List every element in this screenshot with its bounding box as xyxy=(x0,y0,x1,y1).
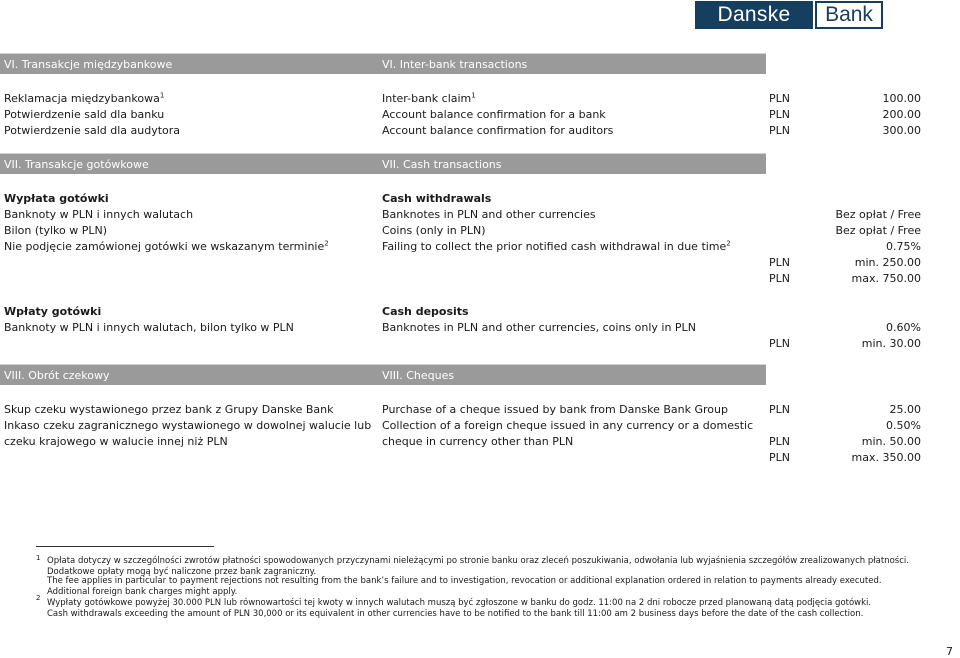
currency-text: PLN xyxy=(769,124,790,137)
currency xyxy=(769,451,790,464)
footnote-ref: 2 xyxy=(324,239,329,248)
description-pl xyxy=(4,435,228,448)
subheader-pl: Wpłaty gotówki xyxy=(4,305,102,318)
fee-value xyxy=(862,435,921,448)
fee-value-text: Bez opłat / Free xyxy=(835,208,921,221)
description-en-text: Account balance confirmation for auditors xyxy=(382,124,614,137)
description-en-text: Coins (only in PLN) xyxy=(382,224,486,237)
section-header-cash xyxy=(0,153,766,174)
description-en xyxy=(382,403,728,416)
fee-value xyxy=(862,337,921,350)
footnote-ref: 1 xyxy=(471,91,476,100)
description-en xyxy=(382,419,753,432)
fee-value xyxy=(883,92,922,105)
fee-value-text: min. 250.00 xyxy=(854,256,921,269)
description-en xyxy=(382,92,476,105)
fee-value-text: 300.00 xyxy=(882,124,921,137)
table-row xyxy=(0,92,960,108)
currency xyxy=(769,337,790,350)
subheader-en: Cash deposits xyxy=(382,305,469,318)
description-en xyxy=(382,108,606,121)
fee-value xyxy=(852,272,921,285)
section-title-en: VII. Cash transactions xyxy=(382,158,502,171)
description-pl-text: Skup czeku wystawionego przez bank z Grupy Danske Bank xyxy=(4,403,334,416)
currency xyxy=(769,403,790,416)
currency-text: PLN xyxy=(769,272,790,285)
fee-value-text: min. 50.00 xyxy=(861,435,921,448)
section-header-interbank xyxy=(0,53,766,74)
description-pl-text: czeku krajowego w walucie innej niż PLN xyxy=(4,435,228,448)
fee-value xyxy=(835,224,921,237)
fee-value xyxy=(886,419,921,432)
table-row xyxy=(0,321,960,337)
page-number: 7 xyxy=(946,645,953,658)
footnote-ref: 2 xyxy=(726,239,731,248)
description-en xyxy=(382,240,731,253)
footnote-divider xyxy=(36,546,214,547)
description-en-text: Failing to collect the prior notified cash withdrawal in due time xyxy=(382,240,727,253)
description-pl xyxy=(4,321,294,334)
footnote-line: Opłata dotyczy w szczególności zwrotów płatności spowodowanych przyczynami nieleżącymi po stronie banku oraz zleceń poszukiwania, odwołania lub wyjaśnienia szczegółów zrealizowanych płatności. xyxy=(47,556,909,566)
description-pl xyxy=(4,224,107,237)
currency-text: PLN xyxy=(769,92,790,105)
description-en xyxy=(382,435,573,448)
fee-value xyxy=(855,256,921,269)
section-title-pl: VIII. Obrót czekowy xyxy=(4,369,110,382)
table-row xyxy=(0,208,960,224)
subheader-en: Cash withdrawals xyxy=(382,192,492,205)
table-row xyxy=(0,451,960,467)
description-pl-text: Nie podjęcie zamówionej gotówki we wskazanym terminie xyxy=(4,240,325,253)
fee-value xyxy=(852,451,921,464)
description-pl-text: Banknoty w PLN i innych walutach xyxy=(4,208,194,221)
description-pl xyxy=(4,403,334,416)
description-en-text: Purchase of a cheque issued by bank from Danske Bank Group xyxy=(382,403,728,416)
section-title-en: VIII. Cheques xyxy=(382,369,455,382)
description-en-text: Banknotes in PLN and other currencies, coins only in PLN xyxy=(382,321,696,334)
fee-value-text: 200.00 xyxy=(882,108,921,121)
description-pl-text: Reklamacja międzybankowa xyxy=(4,92,160,105)
table-row xyxy=(0,403,960,419)
footnote-line: The fee applies in particular to payment rejections not resulting from the bank’s failure and to investigation, revocation or additional explanation ordered in relation to payments already executed. xyxy=(47,576,882,586)
logo-text-bank: Bank xyxy=(815,1,883,29)
description-en xyxy=(382,124,613,137)
fee-value-text: min. 30.00 xyxy=(861,337,921,350)
table-row xyxy=(0,256,960,272)
description-pl-text: Bilon (tylko w PLN) xyxy=(4,224,108,237)
currency-text: PLN xyxy=(769,403,790,416)
table-row xyxy=(0,108,960,124)
description-en-text: Inter-bank claim xyxy=(382,92,472,105)
description-en-text: Collection of a foreign cheque issued in any currency or a domestic xyxy=(382,419,754,432)
fee-value-text: Bez opłat / Free xyxy=(835,224,921,237)
description-pl xyxy=(4,419,371,432)
description-en xyxy=(382,208,596,221)
description-pl xyxy=(4,208,193,221)
section-header-cheques xyxy=(0,364,766,385)
currency xyxy=(769,92,790,105)
currency-text: PLN xyxy=(769,256,790,269)
currency xyxy=(769,272,790,285)
footnote-line: Cash withdrawals exceeding the amount of PLN 30,000 or its equivalent in other currencies have to be notified to the bank till 11:00 am 2 business days before the date of the cash collection. xyxy=(47,609,864,619)
subheader-cash-deposits xyxy=(0,305,960,321)
subheader-cash-withdrawals xyxy=(0,192,960,208)
danske-bank-logo xyxy=(695,1,883,29)
footnote-number: 2 xyxy=(36,594,41,602)
fee-value xyxy=(883,108,922,121)
description-pl xyxy=(4,108,164,121)
fee-value xyxy=(886,240,921,253)
fee-value-text: 0.60% xyxy=(886,321,921,334)
currency-text: PLN xyxy=(769,108,790,121)
currency-text: PLN xyxy=(769,451,790,464)
table-row xyxy=(0,124,960,140)
footnote-line: Dodatkowe opłaty mogą być naliczone przez bank zagraniczny. xyxy=(47,567,317,577)
footnote-line: Wypłaty gotówkowe powyżej 30.000 PLN lub równowartości tej kwoty w innych walutach muszą być zgłoszone w banku do godz. 11:00 na 2 dni robocze przed planowaną datą podjęcia gotówki. xyxy=(47,598,872,608)
table-row xyxy=(0,419,960,435)
description-en-text: Banknotes in PLN and other currencies xyxy=(382,208,596,221)
currency xyxy=(769,108,790,121)
fee-value-text: 0.75% xyxy=(886,240,921,253)
footnote-number: 1 xyxy=(36,554,41,562)
logo-text-danske: Danske xyxy=(695,1,813,29)
description-pl-text: Potwierdzenie sald dla banku xyxy=(4,108,165,121)
table-row xyxy=(0,240,960,256)
description-pl-text: Potwierdzenie sald dla audytora xyxy=(4,124,181,137)
description-en-text: Account balance confirmation for a bank xyxy=(382,108,606,121)
description-en xyxy=(382,224,486,237)
footnote-line: Additional foreign bank charges might apply. xyxy=(47,587,238,597)
table-row xyxy=(0,272,960,288)
footnote-ref: 1 xyxy=(159,91,165,100)
description-pl xyxy=(4,92,164,105)
description-en-text: cheque in currency other than PLN xyxy=(382,435,574,448)
description-pl-text: Banknoty w PLN i innych walutach, bilon tylko w PLN xyxy=(4,321,294,334)
section-title-pl: VII. Transakcje gotówkowe xyxy=(4,158,149,171)
description-pl xyxy=(4,124,180,137)
table-row xyxy=(0,435,960,451)
description-pl xyxy=(4,240,329,253)
currency xyxy=(769,256,790,269)
currency xyxy=(769,124,790,137)
fee-value xyxy=(886,321,921,334)
fee-value xyxy=(883,124,922,137)
section-title-en: VI. Inter-bank transactions xyxy=(382,58,528,71)
fee-value-text: 25.00 xyxy=(889,403,921,416)
description-en xyxy=(382,321,696,334)
table-row xyxy=(0,337,960,353)
section-title-pl: VI. Transakcje międzybankowe xyxy=(4,58,173,71)
fee-value-text: 0.50% xyxy=(886,419,921,432)
currency xyxy=(769,435,790,448)
currency-text: PLN xyxy=(769,337,790,350)
currency-text: PLN xyxy=(769,435,790,448)
fee-value-text: 100.00 xyxy=(882,92,921,105)
fee-value xyxy=(890,403,922,416)
description-pl-text: Inkaso czeku zagranicznego wystawionego w dowolnej walucie lub xyxy=(4,419,372,432)
fee-value-text: max. 350.00 xyxy=(851,451,921,464)
table-row xyxy=(0,224,960,240)
subheader-pl: Wypłata gotówki xyxy=(4,192,109,205)
fee-value-text: max. 750.00 xyxy=(851,272,921,285)
fee-value xyxy=(835,208,921,221)
